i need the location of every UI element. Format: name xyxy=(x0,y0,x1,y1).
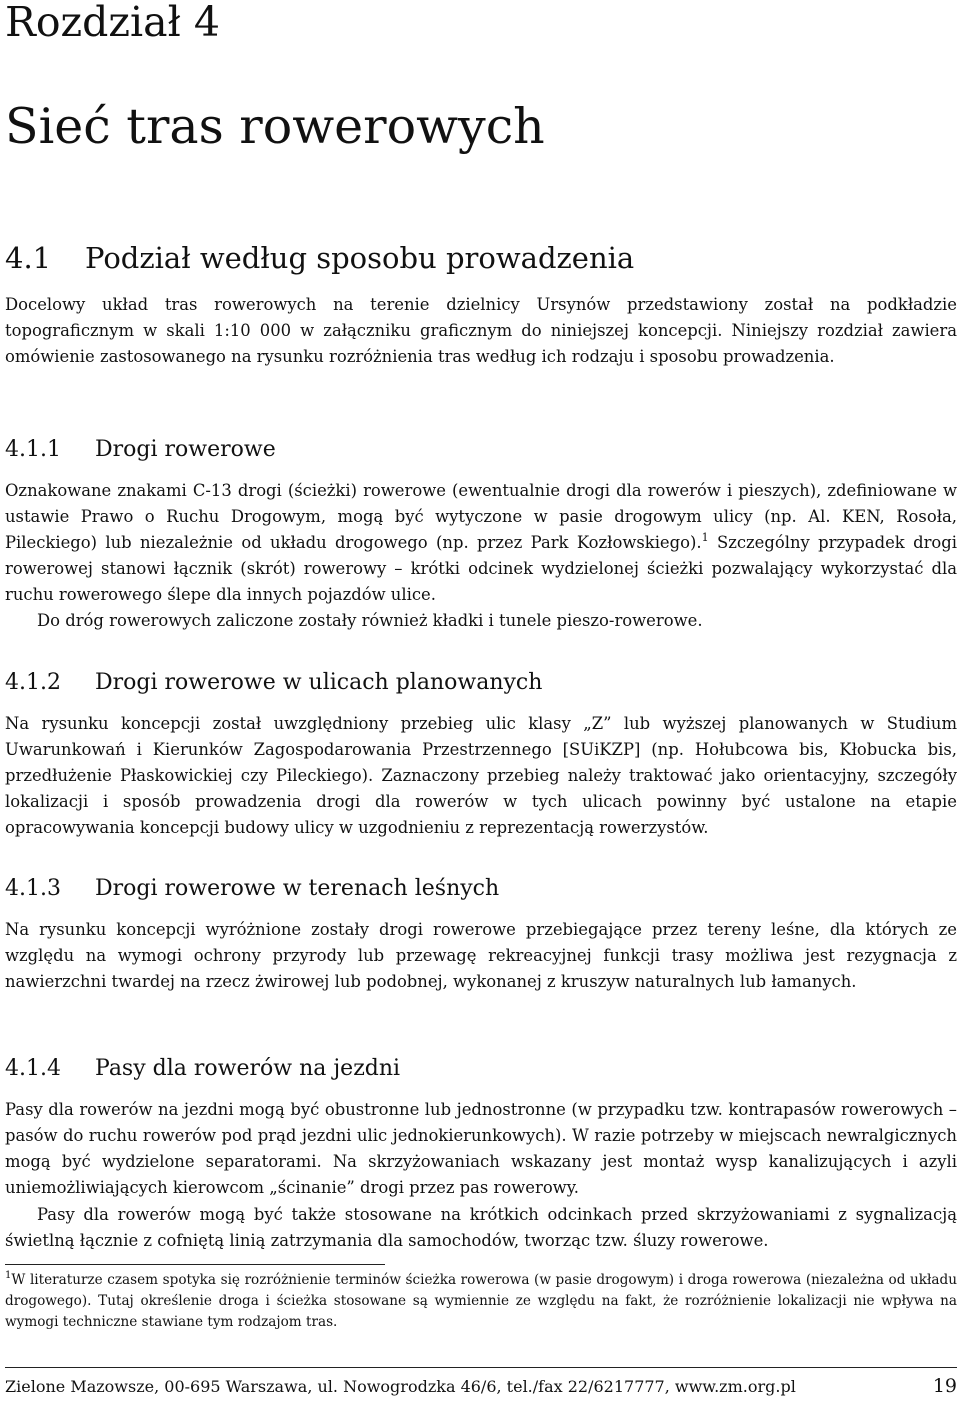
chapter-title: Sieć tras rowerowych xyxy=(5,98,545,155)
paragraph: Pasy dla rowerów na jezdni mogą być obustronne lub jednostronne (w przypadku tzw. kontrapasów rowerowych – pasów do ruchu rowerów pod prąd jezdni ulic jednokierunkowych). W razie potrzeby w miejscach newralgicznych mogą być wydzielone separatorami. Na skrzyżowaniach wskazany jest montaż wysp kanalizujących i azyli uniemożliwiających kierowcom „ścinanie” drogi przez pas rowerowy. xyxy=(5,1100,957,1197)
paragraph: Pasy dla rowerów mogą być także stosowane na krótkich odcinkach przed skrzyżowaniami z sygnalizacją świetlną łącznie z cofniętą linią zatrzymania dla samochodów, tworząc tzw. śluzy rowerowe. xyxy=(5,1205,957,1250)
paragraph: Na rysunku koncepcji wyróżnione zostały drogi rowerowe przebiegające przez tereny leśne, dla których ze względu na wymogi ochrony przyrody lub przewagę rekreacyjnej funkcji trasy możliwa jest rezygnacja z nawierzchni twardej na rzecz żwirowej lub podobnej, wykonanej z kruszyw naturalnych lub łamanych. xyxy=(5,920,957,991)
subsection-heading-4-1-3 xyxy=(5,874,499,904)
footnote-text: W literaturze czasem spotyka się rozróżnienie terminów ścieżka rowerowa (w pasie drogowym) i droga rowerowa (niezależna od układu drogowego). Tutaj określenie droga i ścieżka stosowane są wymiennie ze względu na fakt, że rozróżnienie lokalizacji nie wpływa na wymogi techniczne stawiane tym rodzajom tras. xyxy=(5,1272,957,1330)
subsection-title: Drogi rowerowe w terenach leśnych xyxy=(95,876,500,901)
paragraph: Oznakowane znakami C-13 drogi (ścieżki) rowerowe (ewentualnie drogi dla rowerów i pieszych), zdefiniowane w ustawie Prawo o Ruchu Drogowym, mogą być wytyczone w pasie drogowym ulicy (np. Al. KEN, Rosoła, Pileckiego) lub niezależnie od układu drogowego (np. przez Park Kozłowskiego).$^1$ Szczególny przypadek drogi rowerowej stanowi łącznik (skrót) rowerowy – krótki odcinek wydzielonej ścieżki pozwalający wykorzystać dla ruchu rowerowego ślepe dla innych pojazdów ulice. xyxy=(5,481,958,604)
subsection-number: 4.1.4 xyxy=(5,1056,61,1081)
section-heading xyxy=(5,238,634,278)
subsection-number: 4.1.2 xyxy=(5,670,61,695)
section-number: 4.1 xyxy=(5,241,52,275)
subsection-title: Pasy dla rowerów na jezdni xyxy=(95,1056,401,1081)
footnote-divider xyxy=(5,1264,385,1265)
section-title: Podział według sposobu prowadzenia xyxy=(85,241,635,275)
page-number: 19 xyxy=(932,1375,957,1397)
footer-address: Zielone Mazowsze, 00-695 Warszawa, ul. Nowogrodzka 46/6, tel./fax 22/6217777, www.zm.org.pl xyxy=(5,1377,796,1396)
subsection-number: 4.1.3 xyxy=(5,876,61,901)
section-intro-paragraph: Docelowy układ tras rowerowych na terenie dzielnicy Ursynów przedstawiony został na podkładzie topograficznym w skali 1:10 000 w załączniku graficznym do niniejszej koncepcji. Niniejszy rozdział zawiera omówienie zastosowanego na rysunku rozróżnienia tras według ich rodzaju i sposobu prowadzenia. xyxy=(5,295,957,366)
footnote xyxy=(5,1270,957,1333)
paragraph: Na rysunku koncepcji został uwzględniony przebieg ulic klasy „Z” lub wyższej planowanych w Studium Uwarunkowań i Kierunków Zagospodarowania Przestrzennego [SUiKZP] (np. Hołubcowa bis, Kłobucka bis, przedłużenie Płaskowickiej czy Pileckiego). Zaznaczony przebieg należy traktować jako orientacyjny, szczegóły lokalizacji i sposób prowadzenia drogi dla rowerów w tych ulicach powinny być ustalone na etapie opracowywania koncepcji budowy ulicy w uzgodnieniu z reprezentacją rowerzystów. xyxy=(5,714,957,837)
subsection-heading-4-1-1 xyxy=(5,435,276,465)
chapter-label: Rozdział 4 xyxy=(5,0,220,46)
subsection-heading-4-1-4 xyxy=(5,1054,400,1084)
footnote-mark: 1 xyxy=(5,1270,12,1281)
subsection-title: Drogi rowerowe xyxy=(95,437,276,462)
footer-divider xyxy=(5,1367,957,1368)
subsection-heading-4-1-2 xyxy=(5,668,542,698)
subsection-title: Drogi rowerowe w ulicach planowanych xyxy=(95,670,543,695)
subsection-number: 4.1.1 xyxy=(5,437,61,462)
footnote-reference[interactable]: 1 xyxy=(701,531,709,544)
paragraph: Do dróg rowerowych zaliczone zostały również kładki i tunele pieszo-rowerowe. xyxy=(37,611,703,630)
